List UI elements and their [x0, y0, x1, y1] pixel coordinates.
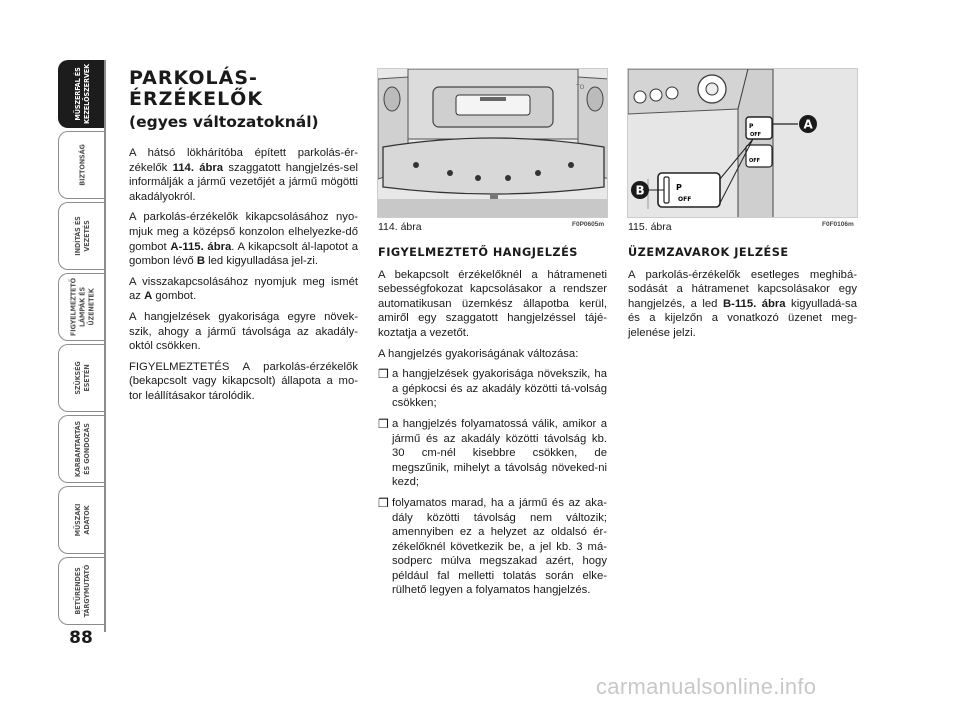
- checkbox-bullet-icon: ❒: [378, 367, 389, 382]
- page-title: [129, 68, 358, 110]
- tab-szukseg[interactable]: [58, 344, 104, 412]
- figure-reference: A-115. ábra: [170, 240, 232, 253]
- tab-label: KARBANTARTÁS ÉS GONDOZÁS: [72, 420, 91, 478]
- section-title-warning-sound: FIGYELMEZTETŐ HANGJELZÉS: [378, 246, 578, 259]
- figure-115-console-button: [627, 68, 858, 218]
- plate-text: TO: [576, 84, 585, 91]
- warning-paragraph: FIGYELMEZTETÉS A parkolás-érzékelők (bekapcsolt vagy kikapcsolt) állapota a mo-tor leállításakor tárolódik.: [129, 360, 358, 402]
- text: A parkolás-érzékelők esetleges meghibá-sodását a hátramenet kapcsolásakor egy hangjelzés, a led: [628, 268, 857, 310]
- paragraph: A hangjelzés gyakoriságának változása:: [378, 347, 579, 360]
- detail-off-text: OFF: [678, 196, 692, 203]
- title-line-2: ÉRZÉKELŐK: [129, 88, 264, 110]
- figure-114-caption: 114. ábra: [378, 221, 422, 233]
- tab-label: FIGYELMEZTETŐ LÁMPÁK ÉS ÜZENETEK: [68, 277, 95, 337]
- tab-label: BETŰRENDES TÁRGYMUTATÓ: [72, 564, 91, 618]
- tab-karbantartas[interactable]: [58, 415, 104, 483]
- list-item-text: a hangjelzés folyamatossá válik, amikor a jármű és az akadály közötti távolság kb. 30 cm-nél kisebbre csökken, de megszűnik, mihelyt a távolság növeked-ni kezd;: [392, 417, 607, 489]
- title-line-1: PARKOLÁS-: [129, 67, 258, 89]
- list-item-text: folyamatos marad, ha a jármű és az aka-dály közötti távolság nem változik; amennyiben ez a helyzet az oldalsó ér-zékelőknél következik be, a jel kb. 3 má-sodperc múlva megszakad azért, hogy például fal melletti tolatás során elke-rülhető legyen a folyamatos hangjelzés.: [392, 496, 607, 597]
- page-number: 88: [69, 628, 93, 648]
- paragraph: [129, 275, 358, 304]
- tab-biztonsag[interactable]: [58, 131, 104, 199]
- detail-p-text: P: [676, 183, 682, 192]
- tab-label: INDÍTÁS ÉS VEZETÉS: [72, 216, 91, 256]
- tab-label: MŰSZAKI ADATOK: [72, 503, 91, 537]
- text: led kigyulladása jel-zi.: [205, 255, 319, 268]
- text: A hátsó lökhárítóba épített parkolás-ér-zékelők: [129, 147, 358, 174]
- paragraph: [129, 146, 358, 204]
- list-item: [378, 496, 607, 598]
- tab-divider: [104, 60, 106, 632]
- led-reference: B: [196, 255, 205, 268]
- column-1: [129, 68, 358, 410]
- paragraph: A hangjelzések gyakorisága egyre növek-szik, ahogy a jármű távolsága az akadály-októl csökken.: [129, 310, 358, 353]
- rear-van-illustration: [378, 69, 608, 218]
- watermark: carmanualsonline.info: [596, 674, 817, 699]
- tab-kezeloszervek[interactable]: [58, 60, 104, 128]
- tab-label: BIZTONSÁG: [77, 144, 86, 186]
- tab-label: SZÜKSÉG ESETÉN: [72, 361, 91, 395]
- button-off-text: OFF: [750, 132, 762, 138]
- figure-115-caption: 115. ábra: [628, 221, 672, 233]
- tab-targymutato[interactable]: [58, 557, 104, 625]
- checkbox-bullet-icon: ❒: [378, 495, 389, 510]
- checkbox-bullet-icon: ❒: [378, 416, 389, 431]
- paragraph: [628, 268, 857, 341]
- text: kigyulladá-sa és a kijelzőn a vonatkozó üzenet meg-jelenése jelzi.: [628, 297, 857, 339]
- list-item-text: a hangjelzések gyakorisága növekszik, ha a gépkocsi és az akadály közötti tá-volság csökken;: [392, 368, 607, 410]
- button-p-text: P: [749, 123, 754, 130]
- paragraph: A bekapcsolt érzékelőknél a hátrameneti sebességfokozat kapcsolásakor a rendszer automatikusan üzemkész állapotba kerül, amiről egy szaggatott hangjelzéssel tájé-koztatja a vezetőt.: [378, 268, 607, 339]
- tab-inditas[interactable]: [58, 202, 104, 270]
- paragraph: [129, 210, 358, 268]
- esp-off-text: OFF: [749, 158, 761, 164]
- list-item: [378, 417, 607, 490]
- text: szaggatott hangjelzés-sel informálják a jármű vezetőjét a jármű mögötti akadályokról.: [129, 161, 359, 203]
- figure-115-code: F0F0106m: [822, 221, 854, 228]
- console-illustration: [628, 69, 858, 218]
- tab-muszaki[interactable]: [58, 486, 104, 554]
- figure-reference: 114. ábra: [172, 161, 224, 174]
- callout-a-label: A: [803, 117, 813, 132]
- figure-114-rear-bumper: [377, 68, 608, 218]
- figure-reference: B-115. ábra: [722, 297, 786, 310]
- column-3: [628, 246, 857, 347]
- page-subtitle: (egyes változatoknál): [129, 113, 319, 131]
- tab-figyelmezteto[interactable]: [58, 273, 104, 341]
- button-reference: A: [144, 290, 153, 303]
- text: gombot.: [152, 290, 197, 303]
- column-2: [378, 246, 607, 604]
- figure-114-code: F0P0605m: [572, 221, 605, 228]
- section-title-fault-signal: ÜZEMZAVAROK JELZÉSE: [628, 246, 789, 259]
- text: A visszakapcsolásához nyomjuk meg ismét az: [129, 275, 358, 303]
- callout-b-label: B: [635, 183, 645, 198]
- list-item: [378, 367, 607, 411]
- text: A parkolás-érzékelők kikapcsolásához nyo-mjuk meg a középső konzolon elhelyezke-dő gombot: [129, 211, 358, 253]
- tab-label: MŰSZERFAL ÉS KEZELŐSZERVEK: [72, 63, 91, 125]
- text: . A kikapcsolt ál-lapotot a gombon lévő: [129, 240, 358, 268]
